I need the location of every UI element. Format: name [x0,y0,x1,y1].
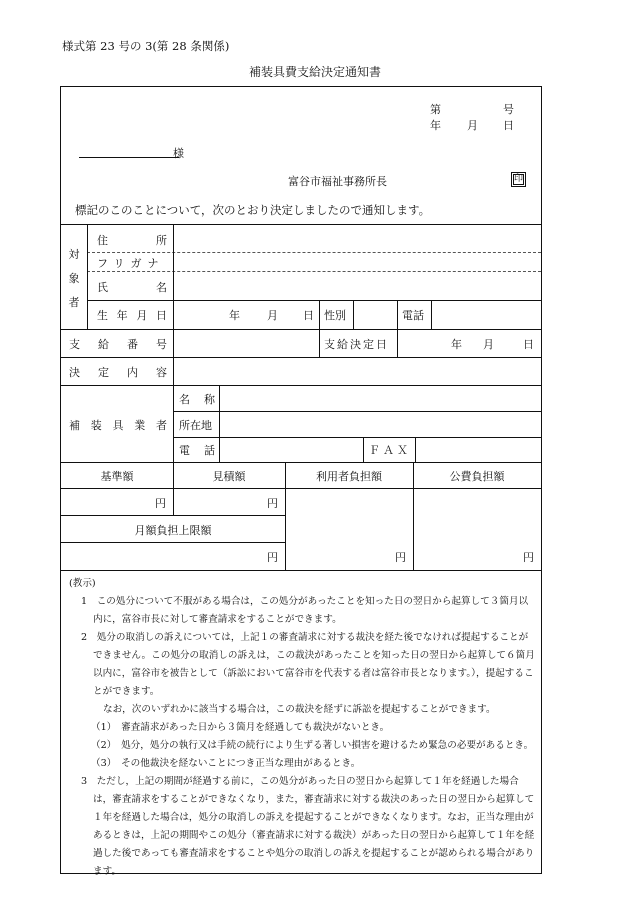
row-divider [61,462,541,463]
standard-amount-header: 基準額 [100,470,134,483]
addressee-suffix: 様 [173,147,184,160]
row-divider [173,411,541,412]
sex-label: 性別 [324,309,346,322]
form-number: 様式第 23 号の 3(第 28 条関係) [62,39,230,53]
col-divider [319,300,320,329]
birth-day: 日 [303,309,314,322]
row-divider [61,488,541,489]
col-divider [319,329,320,357]
user-burden-header: 利用者負担額 [316,470,382,483]
name-label: 氏 名 [97,281,167,294]
date-day: 日 [503,119,514,132]
row-divider [61,224,541,225]
row-divider [61,385,541,386]
col-divider [431,300,432,329]
col-divider [415,437,416,462]
issuer-name: 富谷市福祉事務所長 [288,175,387,188]
row-divider [61,357,541,358]
date-year: 年 [430,119,441,132]
notes-heading: (教示) [69,578,96,589]
row-divider-dashed [87,252,541,253]
decision-year: 年 [451,338,462,351]
date-month: 月 [467,119,478,132]
seal-mark: 印 [511,172,526,187]
vendor-location-label: 所在地 [179,419,212,432]
birth-month: 月 [267,309,278,322]
vendor-group-label: 補 装 具 業 者 [69,419,167,432]
row-divider [173,437,541,438]
document-title: 補装具費支給決定通知書 [248,65,381,79]
yen-unit: 円 [155,497,166,510]
payment-number-label: 支 給 番 号 [69,338,167,351]
intro-text: 標記のこのことについて，次のとおり決定しましたので通知します。 [75,203,431,217]
note-2-supplement: なお，次のいずれかに該当する場合は，この裁決を経ずに訴訟を提起することができます。 [103,704,496,715]
yen-unit: 円 [523,551,534,564]
yen-unit: 円 [267,551,278,564]
decision-day: 日 [523,338,534,351]
number-suffix: 号 [503,103,514,116]
estimate-amount-header: 見積額 [212,470,246,483]
yen-unit: 円 [395,551,406,564]
decision-month: 月 [483,338,494,351]
col-divider [363,437,364,462]
vendor-name-label: 名 称 [179,393,215,406]
col-divider [353,300,354,329]
birthdate-label: 生 年 月 日 [97,309,167,322]
decision-date-label: 支給決定日 [324,338,389,351]
note-2-item-1: （1） 審査請求があった日から３箇月を経過しても裁決がないとき。 [91,722,390,733]
row-divider [87,300,541,301]
public-burden-header: 公費負担額 [449,470,505,483]
row-divider-dashed [87,271,541,272]
decision-content-label: 決 定 内 容 [69,366,167,379]
row-divider [61,515,285,516]
col-divider [219,385,220,462]
instruction-notes [69,575,535,881]
row-divider [61,542,285,543]
col-divider [397,329,398,357]
row-divider [61,570,541,571]
col-divider [397,300,398,329]
form-frame [60,86,542,877]
note-1: 1 この処分について不服がある場合は，この処分があったことを知った日の翌日から起算して３箇月以内に，富谷市長に対して審査請求をすることができます。 [81,596,529,625]
furigana-label: フリガナ [97,257,165,270]
birth-year: 年 [229,309,240,322]
addressee-line [79,157,179,158]
vendor-phone-label: 電 話 [179,444,215,457]
vendor-fax-label: ＦＡＸ [369,444,411,457]
yen-unit: 円 [267,497,278,510]
note-3: 3 ただし，上記の期間が経過する前に，この処分があった日の翌日から起算して１年を経過した場合は，審査請求をすることができなくなり，また，審査請求に対する裁決のあった日の翌日から起算して１年を経過した場合は，処分の取消しの訴えを提起することができなくなります。なお，正当な理由があるときは，上記の期間やこの処分（審査請求に対する裁決）があった日の翌日から起算して１年を経過した後であっても審査請求をすることや処分の取消しの訴えを提起することが認められる場合があります。 [81,776,535,877]
note-2-item-3: （3） その他裁決を経ないことにつき正当な理由があるとき。 [91,758,361,769]
note-2-item-2: （2） 処分，処分の執行又は手続の続行により生ずる著しい損害を避けるため緊急の必要があるとき。 [91,740,534,751]
number-prefix: 第 [430,103,441,116]
subject-group-label: 対 象 者 [68,248,80,309]
address-label: 住 所 [97,234,167,247]
phone-label: 電話 [402,309,424,322]
col-divider [173,224,174,462]
row-divider [61,329,541,330]
col-divider [87,224,88,329]
note-2: 2 処分の取消しの訴えについては，上記１の審査請求に対する裁決を経た後でなければ提起することができません。この処分の取消しの訴えは，この裁決があったことを知った日の翌日から起算して６箇月以内に，富谷市を被告として（訴訟において富谷市を代表する者は富谷市長となります。），提起することができます。 [81,632,535,697]
monthly-cap-label: 月額負担上限額 [134,524,212,537]
